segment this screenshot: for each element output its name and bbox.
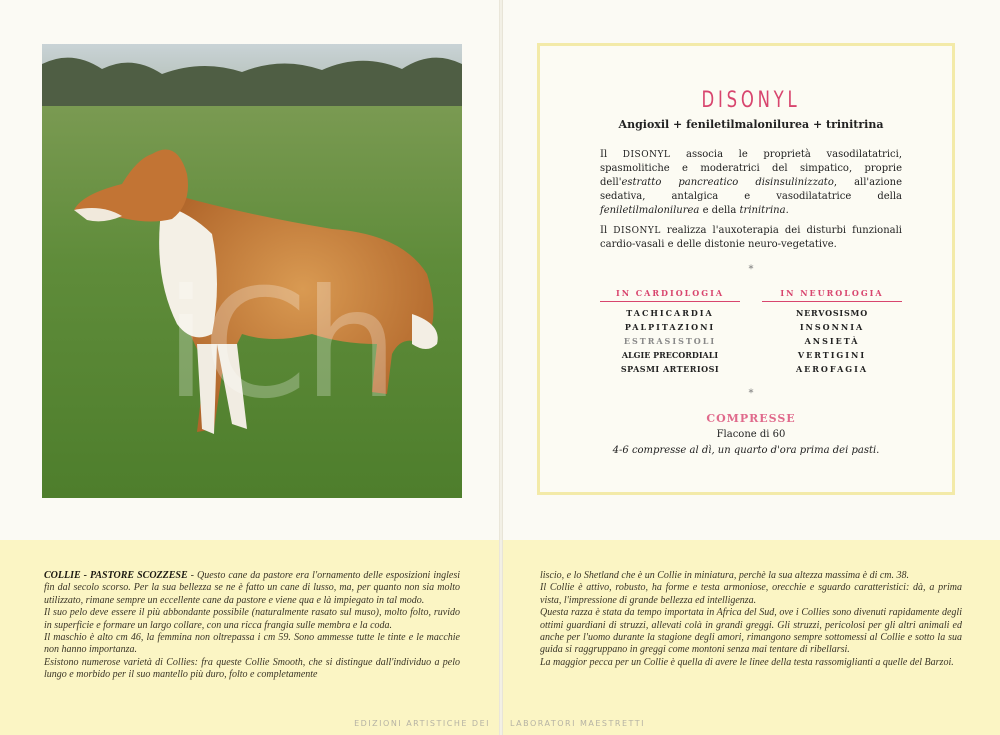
indication-lists [600,286,902,376]
neurology-heading: IN NEUROLOGIA [762,286,902,302]
text-band [0,540,500,735]
star-divider: * [748,388,754,399]
list-item: VERTIGINI [797,350,867,360]
right-page [502,0,1000,735]
footer-publisher: LABORATORI MAESTRETTI [510,719,645,728]
product-dosage: 4-6 compresse al dì, un quarto d'ora prima dei pasti. [612,445,880,456]
product-description: Il DISONYL associa le proprietà vasodilatatrici, spasmolitiche e moderatrici del simpatico, proprie dell'estratto pancreatico disinsulinizzato, all'azione sedativa, antalgica e vasodilatatrice della feniletilmalonilurea e della trinitrina. [600,149,902,216]
list-item: INSONNIA [799,322,865,332]
product-name: DISONYL [701,88,801,113]
cardiology-list [600,286,740,376]
article-text: La maggior pecca per un Collie è quella di avere le linee della testa rassomiglianti a quelle del Barzoi. [540,656,954,668]
list-item: AEROFAGIA [795,364,869,374]
article-heading: COLLIE - PASTORE SCOZZESE [44,570,188,581]
list-item: SPASMI ARTERIOSI [620,364,720,374]
product-form: COMPRESSE [706,412,796,425]
text-band [502,540,1000,735]
watermark: iCh [165,258,395,432]
list-item: ANSIETÀ [804,336,860,346]
footer-publisher: EDIZIONI ARTISTICHE DEI [354,719,490,728]
list-item: NERVOSISMO [796,308,868,318]
star-divider: * [748,264,754,275]
list-item: TACHICARDIA [626,308,714,318]
article-text: Questa razza è stata da tempo importata in Africa del Sud, ove i Collies sono divenuti rapidamente degli ottimi guardiani di struzzi, allevati colà in grandi greggi. Gli struzzi, pericolosi per gli altri animali ed anche per l'uomo durante la stagione degli amori, rimangono sempre sottomessi al Collie e sotto la sua guida si raggruppano in greggi come montoni senza mai tentare di ribellarsi. [540,607,962,656]
product-package: Flacone di 60 [716,429,786,440]
list-item: PALPITAZIONI [624,322,716,332]
list-item: ALGIE PRECORDIALI [621,350,719,360]
article-text: liscio, e lo Shetland che è un Collie in miniatura, perchè la sua altezza massima è di cm. 38. [540,570,910,581]
product-formula: Angioxil + feniletilmalonilurea + trinitrina [618,118,884,131]
product-panel [537,43,955,495]
cardiology-heading: IN CARDIOLOGIA [600,286,740,302]
list-item: ESTRASISTOLI [623,336,717,346]
article-text: Il suo pelo deve essere il più abbondante possibile (naturalmente rasato sul muso), molto folto, ruvido in superficie e formare un largo collare, con una ricca frangia sulle membra e la coda. [44,607,460,631]
article-text: - Questo cane da pastore era l'ornamento delle esposizioni inglesi fin dal secolo scorso. Per la sua bellezza se ne è fatto un cane di lusso, ma, per quanto non sia molto utilizzato, rimane sempre un eccellente cane da pastore e viene qua e là impiegato in tal modo. [44,570,460,606]
neurology-list [762,286,902,376]
page-fold [499,0,503,735]
article-right-column [540,570,962,669]
article-text: Esistono numerose varietà di Collies: fra queste Collie Smooth, che si distingue dall'individuo a pelo lungo e morbido per il suo mantello più duro, folto e completamente [44,656,460,681]
article-text: Il maschio è alto cm 46, la femmina non oltrepassa i cm 59. Sono ammesse tutte le tinte e le macchie non hanno importanza. [44,632,460,656]
article-left-column [44,570,460,682]
article-text: Il Collie è attivo, robusto, ha forme e testa armoniose, orecchie e sguardo caratteristici: dà, a prima vista, l'impressione di grande bellezza ed intelligenza. [540,582,962,606]
product-indication: Il DISONYL realizza l'auxoterapia dei disturbi funzionali cardio-vasali e delle distonie neuro-vegetative. [600,225,903,250]
